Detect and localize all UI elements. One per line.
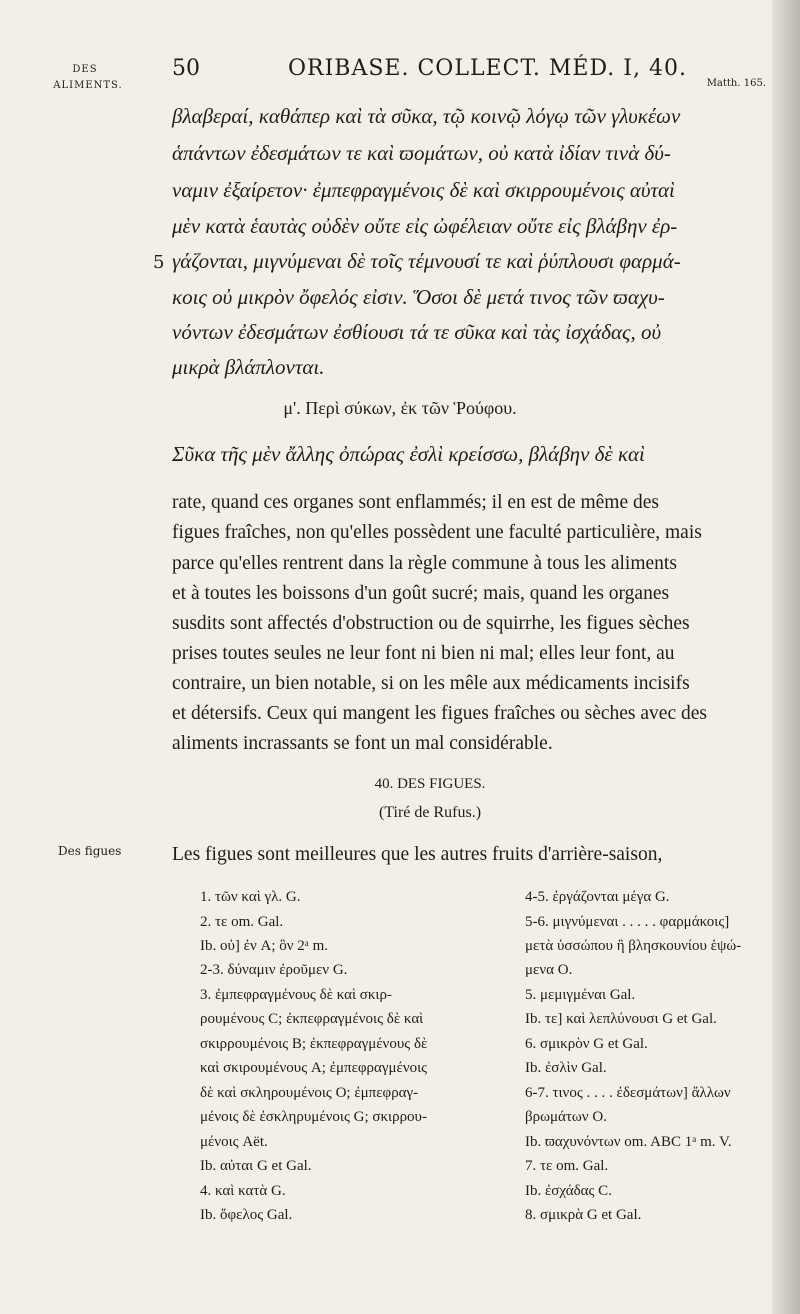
note-left: σκιρρουμένοις B; ἐκπεφραγμένους δὲ (200, 1036, 428, 1052)
note-left: Ib. οὐ] ἐν A; ὃν 2ᵃ m. (200, 938, 329, 954)
note-left: Ib. ὄφελος Gal. (200, 1207, 293, 1223)
note-left: μένοις δὲ ἐσκληρυμένοις G; σκιρρου- (200, 1109, 427, 1125)
greek-section-title: μ'. Περὶ σύκων, ἐκ τῶν Ῥούφου. (283, 398, 517, 418)
note-right: Ib. ἐσλὶν Gal. (525, 1060, 607, 1076)
header-title: ORIBASE. COLLECT. MÉD. I, 40. (288, 56, 687, 81)
note-right: 6. σμικρὸν G et Gal. (525, 1036, 648, 1052)
line-number: 5 (153, 252, 165, 273)
greek-line: μὲν κατὰ ἑαυτὰς οὐδὲν οὔτε εἰς ὠφέλειαν οὔτε εἰς βλάβην ἐρ- (172, 214, 678, 238)
french-line: parce qu'elles rentrent dans la règle commune à tous les aliments (172, 553, 677, 574)
greek-line: μικρὰ βλάπλονται. (172, 355, 325, 379)
note-left: 3. ἐμπεφραγμένους δὲ καὶ σκιρ- (200, 987, 392, 1003)
note-left: 1. τῶν καὶ γλ. G. (200, 889, 301, 905)
french-section-title: 40. DES FIGUES. (374, 776, 486, 792)
margin-aliments: ALIMENTS. (53, 80, 123, 91)
margin-figues: Des figues (58, 844, 122, 858)
note-right: 8. σμικρὰ G et Gal. (525, 1207, 642, 1223)
greek-section-first-line: Σῦκα τῆς μὲν ἄλλης ὀπώρας ἐσλὶ κρείσσω, βλάβην δὲ καὶ (172, 442, 645, 466)
note-left: 4. καὶ κατὰ G. (200, 1183, 286, 1199)
french-line: contraire, un bien notable, si on les mêle aux médicaments incisifs (172, 673, 690, 694)
note-right: Ib. ἐσχάδας C. (525, 1183, 612, 1199)
greek-line: βλαβεραί, καθάπερ καὶ τὰ σῦκα, τῷ κοινῷ λόγῳ τῶν γλυκέων (172, 104, 681, 128)
note-right: 7. τε om. Gal. (525, 1158, 609, 1174)
page-number: 50 (172, 56, 200, 81)
french-line: figues fraîches, non qu'elles possèdent une faculté particulière, mais (172, 522, 702, 543)
french-line: et détersifs. Ceux qui mangent les figues fraîches ou sèches avec des (172, 703, 707, 724)
french-line: susdits sont affectés d'obstruction ou de squirrhe, les figues sèches (172, 613, 690, 634)
greek-line: ναμιν ἐξαίρετον· ἐμπεφραγμένοις δὲ καὶ σκιρρουμένοις αὐταὶ (172, 178, 675, 202)
greek-line: γάζονται, μιγνύμεναι δὲ τοῖς τέμνουσί τε καὶ ῥύπλουσι φαρμά- (172, 249, 681, 273)
french-section-source: (Tiré de Rufus.) (378, 804, 482, 821)
note-right: βρωμάτων O. (525, 1109, 607, 1125)
greek-line: ἁπάντων ἐδεσμάτων τε καὶ ϖομάτων, οὐ κατὰ ἰδίαν τινὰ δύ- (172, 141, 671, 165)
note-left: καὶ σκιρουμένους A; ἐμπεφραγμένοις (200, 1060, 428, 1076)
note-right: Ib. ϖαχυνόντων om. ABC 1ᵃ m. V. (525, 1134, 732, 1150)
note-left: Ib. αὐται G et Gal. (200, 1158, 312, 1174)
note-right: 5. μεμιγμέναι Gal. (525, 987, 636, 1003)
note-left: μένοις Aët. (200, 1134, 268, 1150)
note-left: 2. τε om. Gal. (200, 914, 284, 930)
note-left: 2-3. δύναμιν ἐροῦμεν G. (200, 962, 348, 978)
note-right: μετὰ ὑσσώπου ἢ βλησκουνίου ἑψώ- (525, 938, 742, 954)
french-section-first-line: Les figues sont meilleures que les autres fruits d'arrière-saison, (172, 844, 663, 865)
margin-des: DES (72, 64, 98, 75)
french-line: et à toutes les boissons d'un goût sucré; mais, quand les organes (172, 583, 670, 604)
note-right: Ib. τε] καὶ λεπλύνουσι G et Gal. (525, 1011, 717, 1027)
greek-line: κοις οὐ μικρὸν ὄφελός εἰσιν. Ὅσοι δὲ μετά τινος τῶν ϖαχυ- (172, 285, 665, 309)
page-gutter (772, 0, 800, 1314)
greek-line: νόντων ἐδεσμάτων ἐσθίουσι τά τε σῦκα καὶ τὰς ἰσχάδας, οὐ (172, 320, 662, 344)
running-header (172, 56, 766, 92)
french-line: aliments incrassants se font un mal considérable. (172, 733, 553, 754)
note-right: 5-6. μιγνύμεναι . . . . . φαρμάκοις] (525, 914, 730, 930)
note-left: ρουμένους C; ἐκπεφραγμένοις δὲ καὶ (200, 1011, 424, 1027)
french-line: prises toutes seules ne leur font ni bien ni mal; elles leur font, au (172, 643, 675, 664)
note-right: 6-7. τινος . . . . ἐδεσμάτων] ἄλλων (525, 1085, 731, 1101)
note-right: 4-5. ἐργάζονται μέγα G. (525, 889, 670, 905)
note-left: δὲ καὶ σκληρουμένοις O; ἐμπεφραγ- (200, 1085, 419, 1101)
note-right: μενα O. (525, 962, 573, 978)
french-line: rate, quand ces organes sont enflammés; il en est de même des (172, 492, 659, 513)
header-reference: Matth. 165. (706, 78, 766, 89)
